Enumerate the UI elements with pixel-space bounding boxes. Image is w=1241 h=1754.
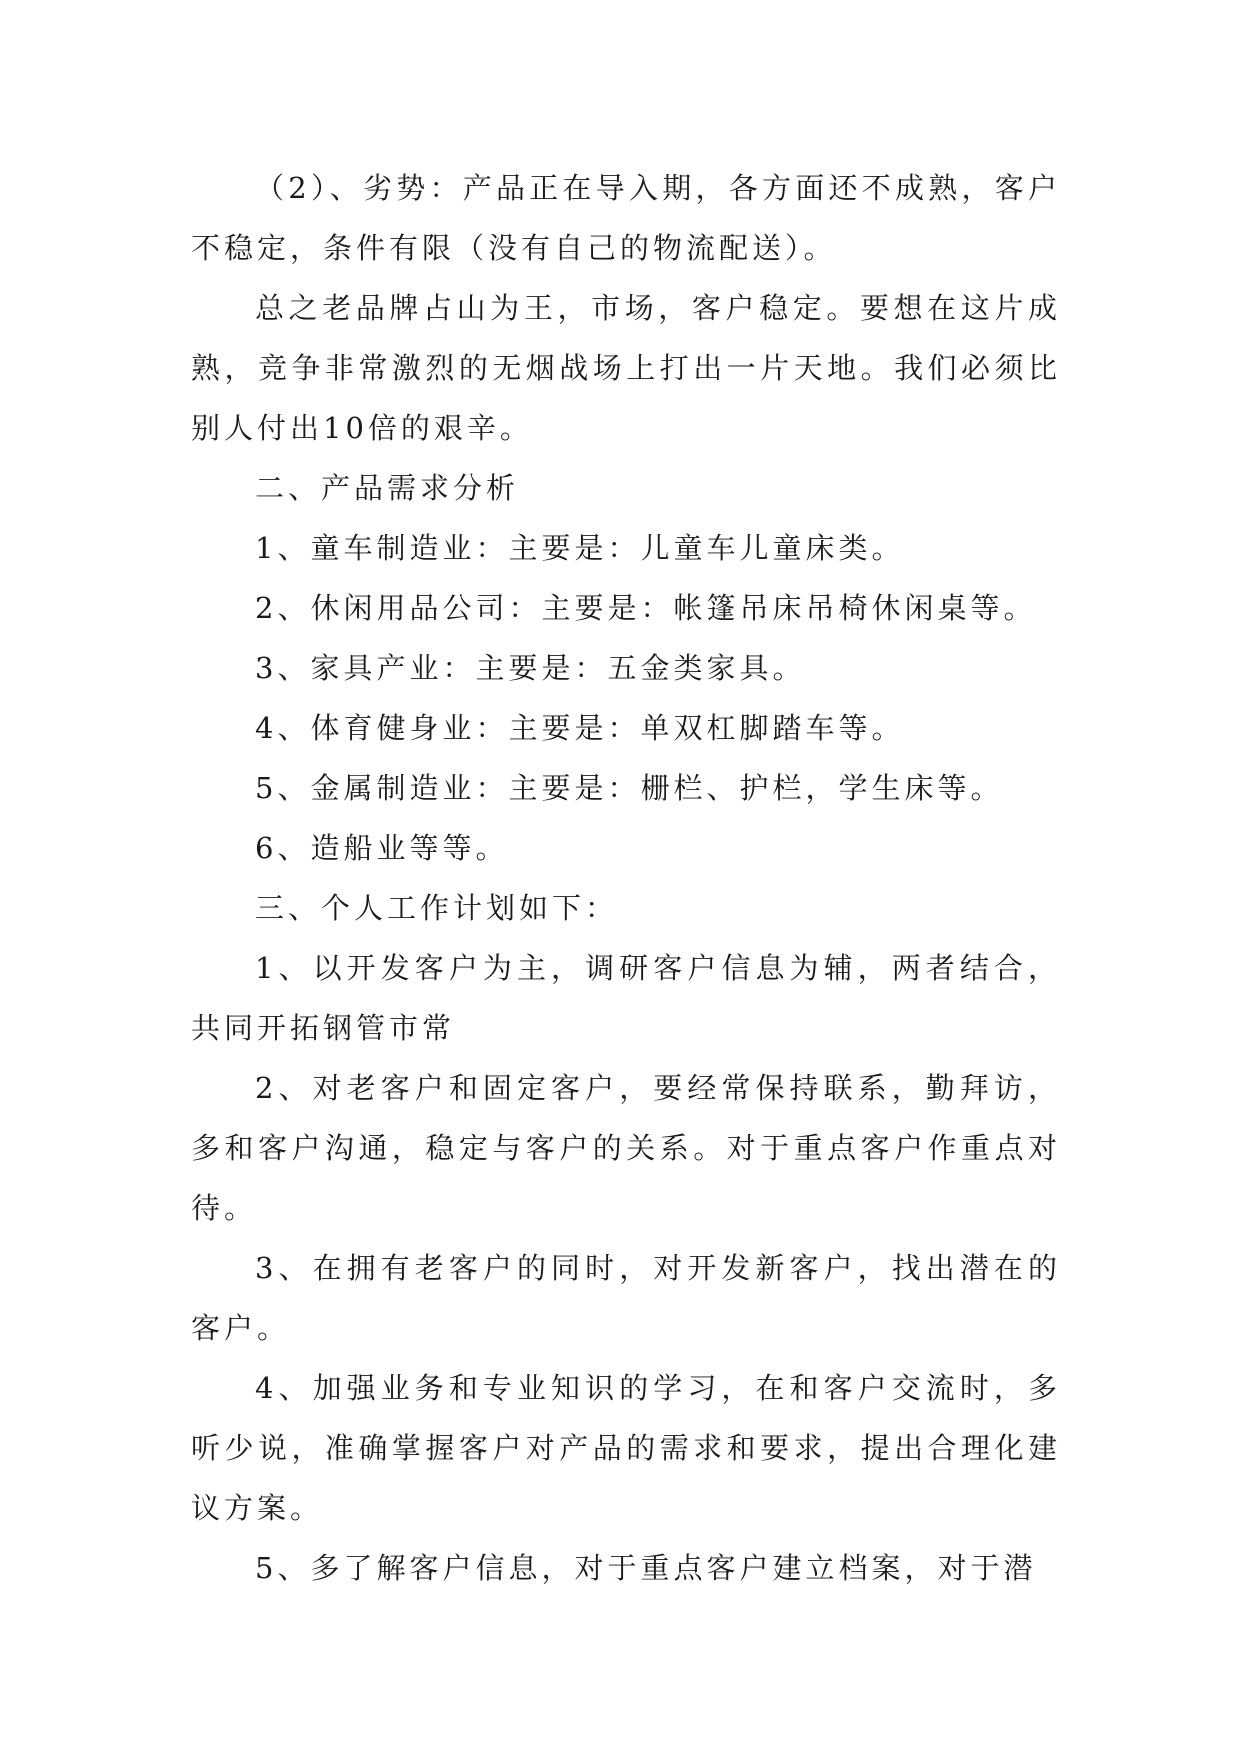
- list-item-demand-3: 3、家具产业：主要是：五金类家具。: [255, 651, 806, 685]
- list-item-demand-5: 5、金属制造业：主要是：栅栏、护栏，学生床等。: [255, 771, 1004, 805]
- list-item-plan-5: 5、多了解客户信息，对于重点客户建立档案，对于潜: [255, 1551, 1037, 1585]
- list-item-demand-2: 2、休闲用品公司：主要是：帐篷吊床吊椅休闲桌等。: [255, 591, 1037, 625]
- list-item-demand-4: 4、体育健身业：主要是：单双杠脚踏车等。: [255, 711, 905, 745]
- paragraph-weakness: （2）、劣势：产品正在导入期，各方面还不成熟，客户不稳定，条件有限（没有自己的物流配送）。: [191, 171, 1061, 265]
- list-item-plan-2: 2、对老客户和固定客户，要经常保持联系，勤拜访，多和客户沟通，稳定与客户的关系。对于重点客户作重点对待。: [191, 1071, 1061, 1225]
- document-page: [191, 158, 1061, 1598]
- list-item-demand-6: 6、造船业等等。: [255, 831, 509, 865]
- list-item-plan-1: 1、以开发客户为主，调研客户信息为辅，两者结合，共同开拓钢管市常: [191, 951, 1061, 1045]
- paragraph-summary: 总之老品牌占山为王，市场，客户稳定。要想在这片成熟，竞争非常激烈的无烟战场上打出一片天地。我们必须比别人付出10倍的艰辛。: [191, 291, 1061, 445]
- list-item-demand-1: 1、童车制造业：主要是：儿童车儿童床类。: [255, 531, 905, 565]
- section-heading-work-plan: 三、个人工作计划如下：: [255, 891, 619, 925]
- list-item-plan-4: 4、加强业务和专业知识的学习，在和客户交流时，多听少说，准确掌握客户对产品的需求和要求，提出合理化建议方案。: [191, 1371, 1061, 1525]
- section-heading-demand-analysis: 二、产品需求分析: [255, 471, 520, 505]
- list-item-plan-3: 3、在拥有老客户的同时，对开发新客户，找出潜在的客户。: [191, 1251, 1061, 1345]
